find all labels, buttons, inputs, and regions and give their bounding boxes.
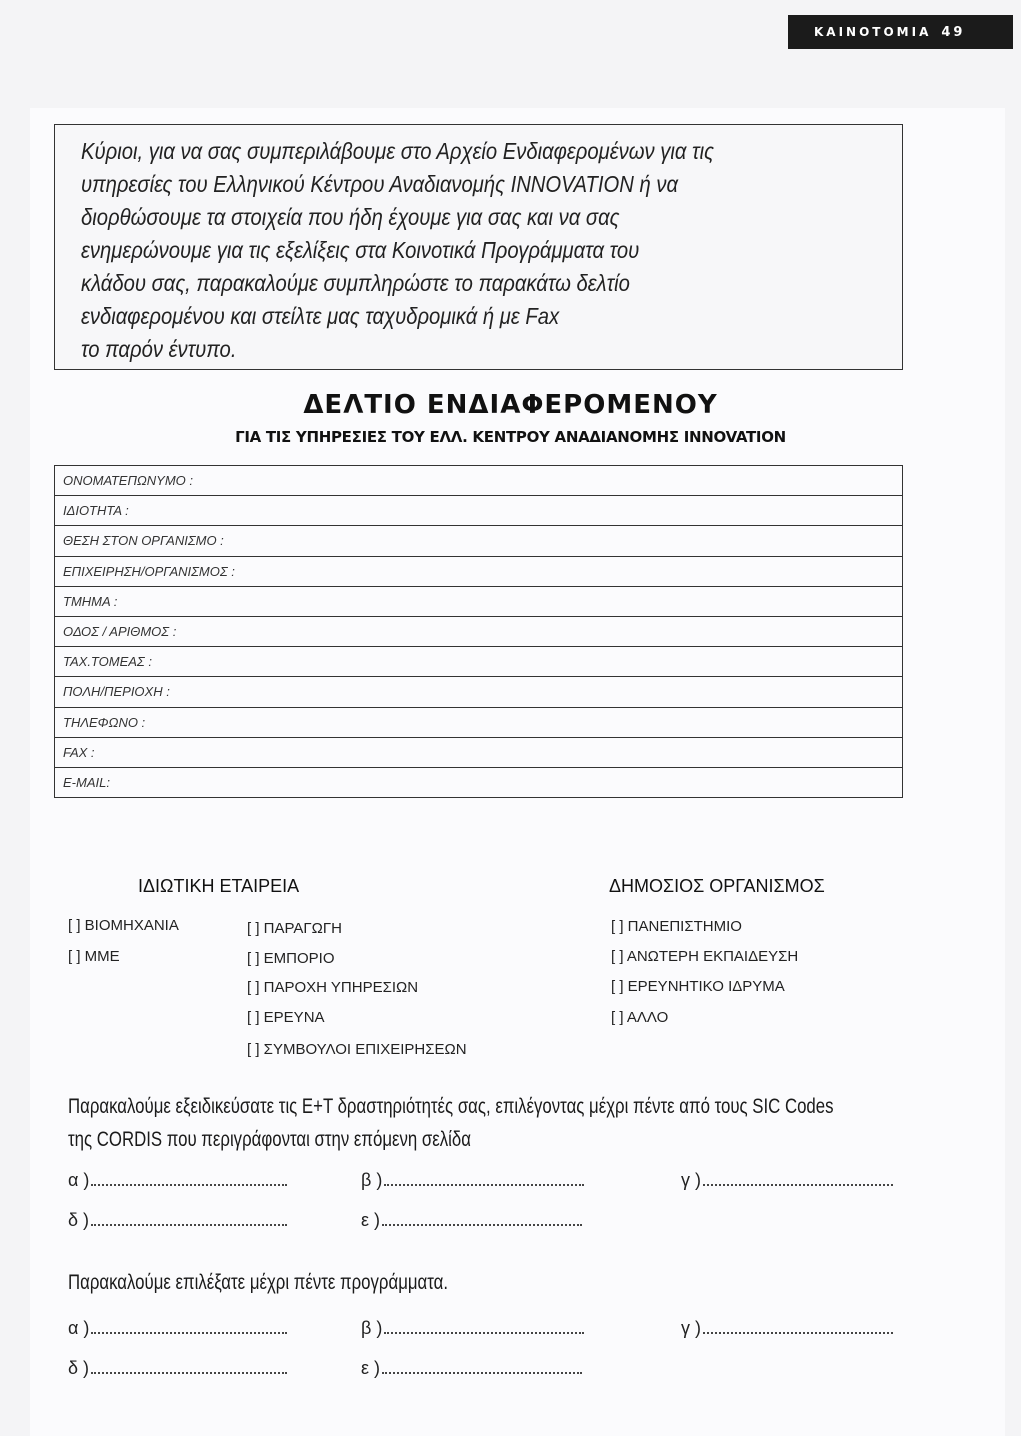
section-title: ΚΑΙΝΟΤΟΜΙΑ (814, 25, 932, 39)
intro-line: υπηρεσίες του Ελληνικού Κέντρου Αναδιανομής INNOVATION ή να (81, 171, 679, 197)
field-position[interactable]: ΘΕΣΗ ΣΤΟΝ ΟΡΓΑΝΙΣΜΟ : (55, 526, 902, 556)
programs-instructions: Παρακαλούμε επιλέξατε μέχρι πέντε προγράμματα. (68, 1271, 449, 1294)
public-organization-heading: ΔΗΜΟΣΙΟΣ ΟΡΓΑΝΙΣΜΟΣ (609, 876, 825, 896)
dotted-line (384, 1318, 584, 1334)
sic-code-d[interactable] (68, 1210, 287, 1231)
checkbox-sme[interactable]: [ ] ΜΜΕ (68, 948, 120, 965)
dotted-line (91, 1170, 287, 1186)
field-city[interactable]: ΠΟΛΗ/ΠΕΡΙΟΧΗ : (55, 677, 902, 707)
intro-text (81, 135, 873, 366)
dotted-line (91, 1318, 287, 1334)
dotted-line (384, 1170, 584, 1186)
page-header (788, 15, 1013, 49)
intro-line: ενδιαφερομένου και στείλτε μας ταχυδρομικά ή με Fax (81, 303, 560, 329)
form-title: ΔΕΛΤΙΟ ΕΝΔΙΑΦΕΡΟΜΕΝΟΥ (303, 390, 718, 420)
private-company-heading: ΙΔΙΩΤΙΚΗ ΕΤΑΙΡΕΙΑ (138, 876, 300, 896)
checkbox-research-institute[interactable]: [ ] ΕΡΕΥΝΗΤΙΚΟ ΙΔΡΥΜΑ (611, 978, 785, 995)
intro-box (54, 124, 903, 370)
field-role[interactable]: ΙΔΙΟΤΗΤΑ : (55, 496, 902, 526)
sic-code-a[interactable] (68, 1170, 287, 1191)
dotted-line (703, 1170, 893, 1186)
sic-instructions-line-2: της CORDIS που περιγράφονται στην επόμενη σελίδα (68, 1128, 471, 1151)
checkbox-higher-education[interactable]: [ ] ΑΝΩΤΕΡΗ ΕΚΠΑΙΔΕΥΣΗ (611, 948, 799, 965)
checkbox-research[interactable]: [ ] ΕΡΕΥΝΑ (247, 1009, 325, 1026)
code-label: γ ) (681, 1170, 701, 1190)
program-c[interactable] (681, 1318, 893, 1339)
field-street[interactable]: ΟΔΟΣ / ΑΡΙΘΜΟΣ : (55, 617, 902, 647)
contact-fields-table (54, 465, 903, 798)
intro-line: το παρόν έντυπο. (81, 336, 237, 362)
dotted-line (91, 1210, 287, 1226)
field-department[interactable]: ΤΜΗΜΑ : (55, 587, 902, 617)
page-number: 49 (941, 25, 966, 40)
dotted-line (382, 1358, 582, 1374)
checkbox-university[interactable]: [ ] ΠΑΝΕΠΙΣΤΗΜΙΟ (611, 918, 742, 935)
code-label: δ ) (68, 1358, 90, 1378)
code-label: α ) (68, 1170, 90, 1190)
intro-line: κλάδου σας, παρακαλούμε συμπληρώστε το παρακάτω δελτίο (81, 270, 630, 296)
form-subtitle: ΓΙΑ ΤΙΣ ΥΠΗΡΕΣΙΕΣ ΤΟΥ ΕΛΛ. ΚΕΝΤΡΟΥ ΑΝΑΔΙΑΝΟΜΗΣ INNOVATION (235, 428, 786, 446)
sic-code-c[interactable] (681, 1170, 893, 1191)
checkbox-consultants[interactable]: [ ] ΣΥΜΒΟΥΛΟΙ ΕΠΙΧΕΙΡΗΣΕΩΝ (247, 1041, 467, 1058)
code-label: γ ) (681, 1318, 701, 1338)
code-label: ε ) (361, 1210, 381, 1230)
program-d[interactable] (68, 1358, 287, 1379)
field-email[interactable]: E-MAIL: (55, 768, 902, 798)
sic-code-b[interactable] (361, 1170, 584, 1191)
checkbox-other[interactable]: [ ] ΑΛΛΟ (611, 1009, 669, 1026)
checkbox-industry[interactable]: [ ] ΒΙΟΜΗΧΑΝΙΑ (68, 917, 179, 934)
checkbox-services[interactable]: [ ] ΠΑΡΟΧΗ ΥΠΗΡΕΣΙΩΝ (247, 979, 419, 996)
dotted-line (703, 1318, 893, 1334)
field-postcode[interactable]: ΤΑΧ.ΤΟΜΕΑΣ : (55, 647, 902, 677)
code-label: β ) (361, 1318, 383, 1338)
field-organization[interactable]: ΕΠΙΧΕΙΡΗΣΗ/ΟΡΓΑΝΙΣΜΟΣ : (55, 557, 902, 587)
program-b[interactable] (361, 1318, 584, 1339)
sic-instructions-line-1: Παρακαλούμε εξειδικεύσατε τις Ε+Τ δραστηριότητές σας, επιλέγοντας μέχρι πέντε από τους SIC Codes (68, 1095, 834, 1118)
checkbox-commerce[interactable]: [ ] ΕΜΠΟΡΙΟ (247, 950, 335, 967)
intro-line: Κύριοι, για να σας συμπεριλάβουμε στο Αρχείο Ενδιαφερομένων για τις (81, 138, 714, 164)
checkbox-production[interactable]: [ ] ΠΑΡΑΓΩΓΗ (247, 920, 342, 937)
field-phone[interactable]: ΤΗΛΕΦΩΝΟ : (55, 708, 902, 738)
dotted-line (382, 1210, 582, 1226)
field-fax[interactable]: FAX : (55, 738, 902, 768)
code-label: ε ) (361, 1358, 381, 1378)
code-label: α ) (68, 1318, 90, 1338)
intro-line: ενημερώνουμε για τις εξελίξεις στα Κοινοτικά Προγράμματα του (81, 237, 640, 263)
code-label: β ) (361, 1170, 383, 1190)
program-a[interactable] (68, 1318, 287, 1339)
intro-line: διορθώσουμε τα στοιχεία που ήδη έχουμε για σας και να σας (81, 204, 620, 230)
code-label: δ ) (68, 1210, 90, 1230)
dotted-line (91, 1358, 287, 1374)
field-name[interactable]: ΟΝΟΜΑΤΕΠΩΝΥΜΟ : (55, 466, 902, 496)
program-e[interactable] (361, 1358, 582, 1379)
sic-code-e[interactable] (361, 1210, 582, 1231)
